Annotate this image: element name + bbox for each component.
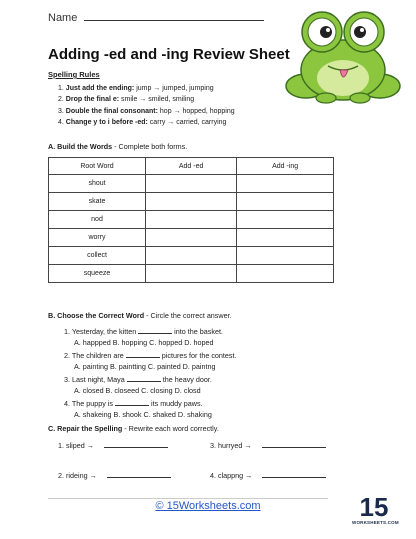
root-word: worry xyxy=(49,229,146,247)
name-line[interactable] xyxy=(84,10,264,21)
answer-blank[interactable] xyxy=(115,398,149,406)
name-field[interactable] xyxy=(48,10,264,24)
answer-blank[interactable] xyxy=(126,350,160,358)
question-4: 4. The puppy is its muddy paws. A. shakeing B. shook C. shaked D. shaking xyxy=(64,399,212,419)
site-logo xyxy=(352,492,399,525)
rule-item: 1. Just add the ending: jump → jumped, jumping xyxy=(58,85,214,92)
section-c-heading: C. Repair the Spelling - Rewrite each word correctly. xyxy=(48,424,219,433)
root-word: skate xyxy=(49,193,146,211)
answer-options[interactable]: A. painting B. paintting C. painted D. paintng xyxy=(74,361,216,371)
rule-item: 4. Change y to i before -ed: carry → carried, carrying xyxy=(58,118,227,126)
column-header: Add -ed xyxy=(146,158,237,175)
answer-options[interactable]: A. happped B. hopping C. hopped D. hoped xyxy=(74,337,214,347)
rule-item: 2. Drop the final e: smile → smiled, smiling xyxy=(58,96,195,104)
answer-line[interactable] xyxy=(262,470,326,478)
ed-answer-cell[interactable] xyxy=(146,211,237,229)
ed-answer-cell[interactable] xyxy=(146,229,237,247)
question-3: 3. Last night, Maya the heavy door. A. closed B. closeed C. closing D. closd xyxy=(64,375,212,395)
table-row xyxy=(49,229,334,247)
answer-options[interactable]: A. closed B. closeed C. closing D. closd xyxy=(74,385,201,395)
repair-item: 4. clappng → xyxy=(210,470,326,480)
ing-answer-cell[interactable] xyxy=(237,193,334,211)
ing-answer-cell[interactable] xyxy=(237,175,334,193)
answer-blank[interactable] xyxy=(138,326,172,334)
table-row xyxy=(49,211,334,229)
ed-answer-cell[interactable] xyxy=(146,193,237,211)
repair-item: 3. hurryed → xyxy=(210,440,326,450)
ed-answer-cell[interactable] xyxy=(146,247,237,265)
column-header: Root Word xyxy=(49,158,146,175)
column-header: Add -ing xyxy=(237,158,334,175)
table-row xyxy=(49,247,334,265)
build-words-table xyxy=(48,157,334,283)
spelling-rules-list xyxy=(58,83,235,128)
answer-options[interactable]: A. shakeing B. shook C. shaked D. shaking xyxy=(74,409,212,419)
root-word: nod xyxy=(49,211,146,229)
question-2: 2. The children are pictures for the contest. A. painting B. paintting C. painted D. paintng xyxy=(64,351,237,371)
page-title: Adding -ed and -ing Review Sheet xyxy=(48,46,290,63)
ing-answer-cell[interactable] xyxy=(237,211,334,229)
table-row xyxy=(49,265,334,283)
ed-answer-cell[interactable] xyxy=(146,265,237,283)
name-label: Name xyxy=(48,12,78,24)
logo-number: 15 xyxy=(359,492,389,522)
ing-answer-cell[interactable] xyxy=(237,247,334,265)
root-word: collect xyxy=(49,247,146,265)
table-row xyxy=(49,175,334,193)
section-b-heading: B. Choose the Correct Word - Circle the correct answer. xyxy=(48,311,232,320)
repair-item: 2. rideing → xyxy=(58,470,171,480)
ing-answer-cell[interactable] xyxy=(237,265,334,283)
ed-answer-cell[interactable] xyxy=(146,175,237,193)
answer-line[interactable] xyxy=(107,470,171,478)
logo-text: WORKSHEETS.COM xyxy=(352,520,399,525)
root-word: shout xyxy=(49,175,146,193)
spelling-rules-heading: Spelling Rules xyxy=(48,70,100,79)
table-header-row xyxy=(49,158,334,175)
rule-item: 3. Double the final consonant: hop → hopped, hopping xyxy=(58,107,235,115)
table-row xyxy=(49,193,334,211)
question-1: 1. Yesterday, the kitten into the basket. A. happped B. hopping C. hopped D. hoped xyxy=(64,327,223,347)
answer-blank[interactable] xyxy=(127,374,161,382)
footer-link[interactable]: © 15Worksheets.com xyxy=(155,500,261,512)
ing-answer-cell[interactable] xyxy=(237,229,334,247)
answer-line[interactable] xyxy=(262,440,326,448)
answer-line[interactable] xyxy=(104,440,168,448)
frog-icon xyxy=(282,4,404,108)
section-a-heading: A. Build the Words - Complete both forms. xyxy=(48,142,188,151)
root-word: squeeze xyxy=(49,265,146,283)
footer-divider xyxy=(48,498,328,499)
repair-item: 1. sliped → xyxy=(58,440,168,450)
